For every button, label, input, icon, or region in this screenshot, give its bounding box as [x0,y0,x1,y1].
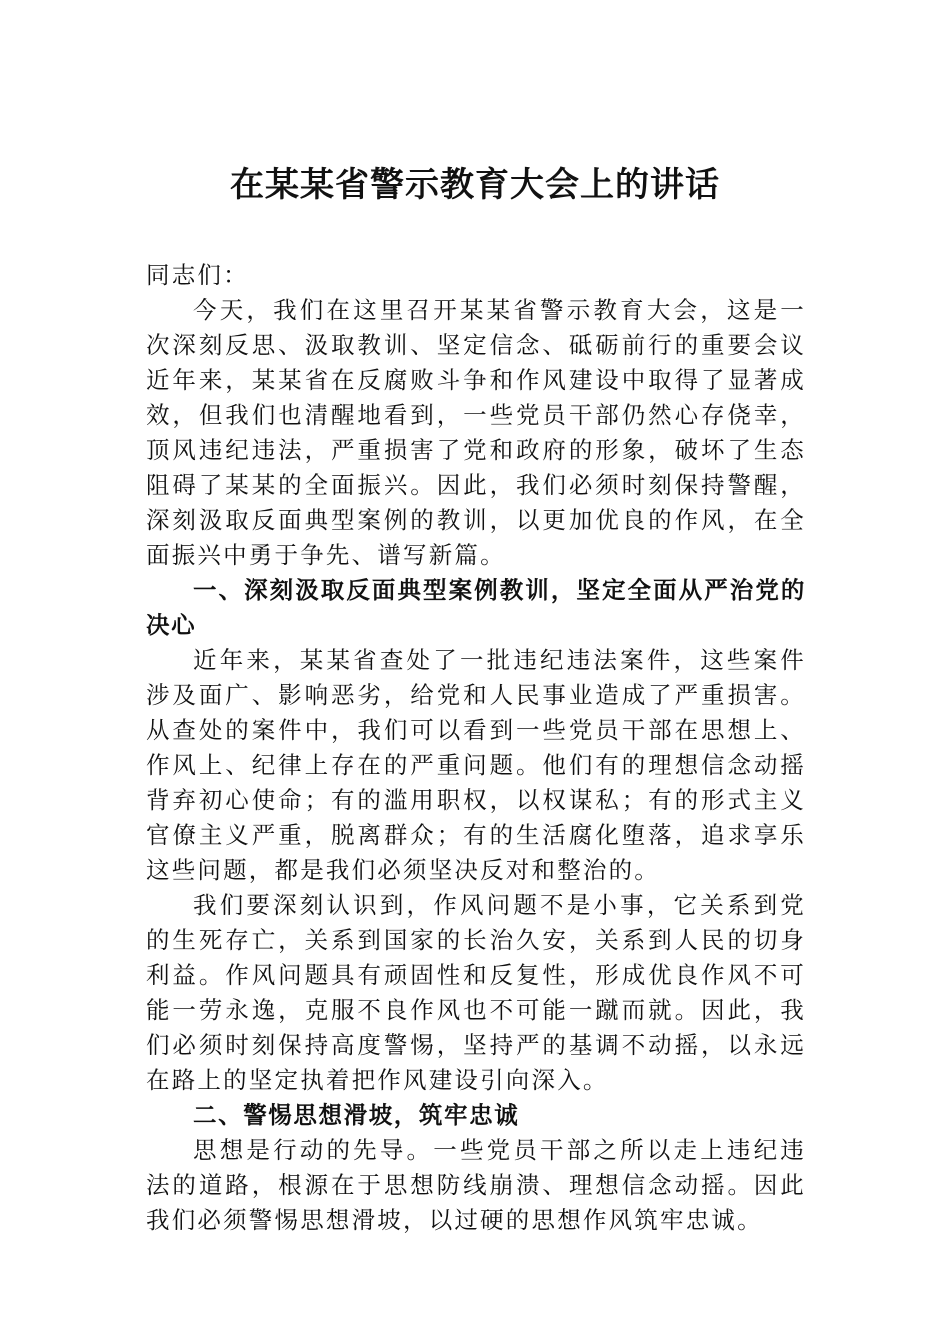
paragraph-style-issues: 我们要深刻认识到，作风问题不是小事，它关系到党的生死存亡，关系到国家的长治久安，关系到人民的切身利益。作风问题具有顽固性和反复性，形成优良作风不可能一劳永逸，克服不良作风也不可能一蹴而就。因此，我们必须时刻保持高度警惕，坚持严的基调不动摇，以永远在路上的坚定执着把作风建设引向深入。 [146,891,806,1094]
salutation: 同志们： [146,261,249,289]
document-title: 在某某省警示教育大会上的讲话 [230,165,720,205]
paragraph-cases: 近年来，某某省查处了一批违纪违法案件，这些案件涉及面广、影响恶劣，给党和人民事业造成了严重损害。从查处的案件中，我们可以看到一些党员干部在思想上、作风上、纪律上存在的严重问题。他们有的理想信念动摇背弃初心使命；有的滥用职权，以权谋私；有的形式主义官僚主义严重，脱离群众；有的生活腐化堕落，追求享乐这些问题，都是我们必须坚决反对和整治的。 [146,646,806,884]
section-heading-2: 二、警惕思想滑坡，筑牢忠诚 [193,1101,520,1129]
paragraph-thought: 思想是行动的先导。一些党员干部之所以走上违纪违法的道路，根源在于思想防线崩溃、理想信念动摇。因此我们必须警惕思想滑坡，以过硬的思想作风筑牢忠诚。 [146,1136,806,1234]
document-body [146,258,806,1238]
section-heading-1: 一、深刻汲取反面典型案例教训，坚定全面从严治党的决心 [146,576,806,639]
paragraph-intro: 今天，我们在这里召开某某省警示教育大会，这是一次深刻反思、汲取教训、坚定信念、砥砺前行的重要会议近年来，某某省在反腐败斗争和作风建设中取得了显著成效，但我们也清醒地看到，一些党员干部仍然心存侥幸，顶风违纪违法，严重损害了党和政府的形象，破坏了生态阻碍了某某的全面振兴。因此，我们必须时刻保持警醒，深刻汲取反面典型案例的教训，以更加优良的作风，在全面振兴中勇于争先、谱写新篇。 [146,296,806,569]
